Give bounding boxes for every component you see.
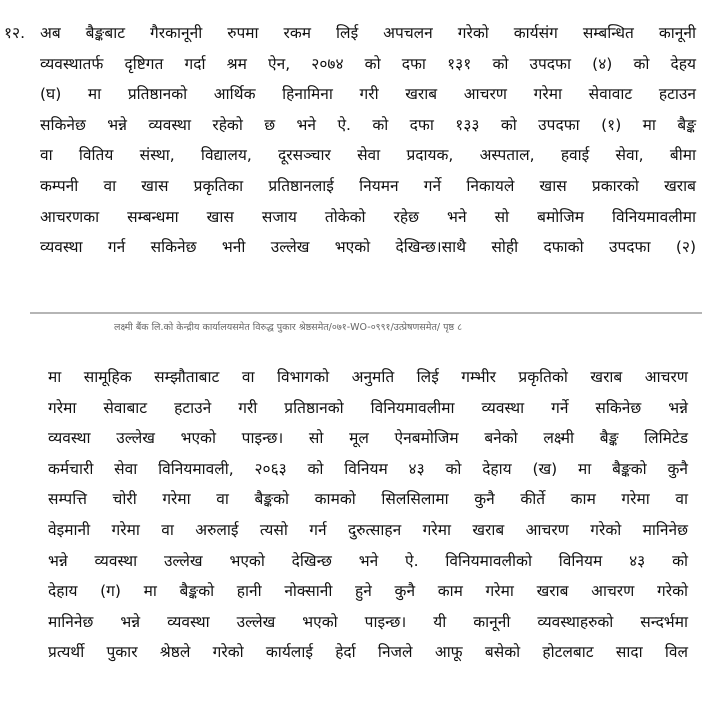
page-footer: लक्ष्मी बैंक लि.को केन्द्रीय कार्यालयसमेत विरुद्ध पुकार श्रेष्ठसमेत/०७१-WO-०९९१/उत्प्रेषणसमेत/ पृष्ठ ८ [114, 322, 463, 333]
paragraph-line: कर्मचारी सेवा विनियमावली, २०६३ को विनियम ४३ को देहाय (ख) मा बैङ्कको कुनै [48, 459, 688, 478]
paragraph-line: देहाय (ग) मा बैङ्कको हानी नोक्सानी हुने कुनै काम गरेमा खराब आचरण गरेको [48, 582, 688, 601]
paragraph-12-body [40, 18, 696, 263]
paragraph-line: व्यवस्थातर्फ दृष्टिगत गर्दा श्रम ऐन, २०७४ को दफा १३१ को उपदफा (४) को देहय [40, 54, 696, 73]
paragraph-line: मा सामूहिक सम्झौताबाट वा विभागको अनुमति लिई गम्भीर प्रकृतिको खराब आचरण [48, 368, 688, 386]
paragraph-line: अब बैङ्कबाट गैरकानूनी रुपमा रकम लिई अपचलन गरेको कार्यसंग सम्बन्धित कानूनी [40, 24, 696, 42]
paragraph-line: (घ) मा प्रतिष्ठानको आर्थिक हिनामिना गरी खराब आचरण गरेमा सेवावाट हटाउन [40, 85, 696, 104]
paragraph-number: १२. [4, 24, 26, 42]
page-divider [30, 312, 702, 314]
paragraph-line: व्यवस्था गर्न सकिनेछ भनी उल्लेख भएको देखिन्छ।साथै सोही दफाको उपदफा (२) [40, 238, 696, 257]
paragraph-line: व्यवस्था उल्लेख भएको पाइन्छ। सो मूल ऐनबमोजिम बनेको लक्ष्मी बैङ्क लिमिटेड [48, 429, 688, 448]
paragraph-line: सम्पत्ति चोरी गरेमा वा बैङ्कको कामको सिलसिलामा कुनै कीर्ते काम गरेमा वा [48, 490, 688, 509]
paragraph-line: वा वितिय संस्था, विद्यालय, दूरसञ्चार सेवा प्रदायक, अस्पताल, हवाई सेवा, बीमा [40, 146, 696, 165]
paragraph-line: वेइमानी गरेमा वा अरुलाई त्यसो गर्न दुरुत्साहन गरेमा खराब आचरण गरेको मानिनेछ [48, 520, 688, 539]
paragraph-line: मानिनेछ भन्ने व्यवस्था उल्लेख भएको पाइन्छ। यी कानूनी व्यवस्थाहरुको सन्दर्भमा [48, 612, 688, 631]
paragraph-line: कम्पनी वा खास प्रकृतिका प्रतिष्ठानलाई नियमन गर्ने निकायले खास प्रकारको खराब [40, 176, 696, 195]
paragraph-line: आचरणका सम्बन्धमा खास सजाय तोकेको रहेछ भने सो बमोजिम विनियमावलीमा [40, 207, 696, 226]
paragraph-continued-body [48, 362, 688, 668]
paragraph-line: भन्ने व्यवस्था उल्लेख भएको देखिन्छ भने ऐ. विनियमावलीको विनियम ४३ को [48, 551, 688, 570]
paragraph-line: सकिनेछ भन्ने व्यवस्था रहेको छ भने ऐ. को दफा १३३ को उपदफा (१) मा बैङ्क [40, 115, 696, 134]
paragraph-line: गरेमा सेवाबाट हटाउने गरी प्रतिष्ठानको विनियमावलीमा व्यवस्था गर्ने सकिनेछ भन्ने [48, 398, 688, 417]
paragraph-line: प्रत्यर्थी पुकार श्रेष्ठले गरेको कार्यलाई हेर्दा निजले आफू बसेको होटलबाट सादा विल [48, 643, 688, 662]
